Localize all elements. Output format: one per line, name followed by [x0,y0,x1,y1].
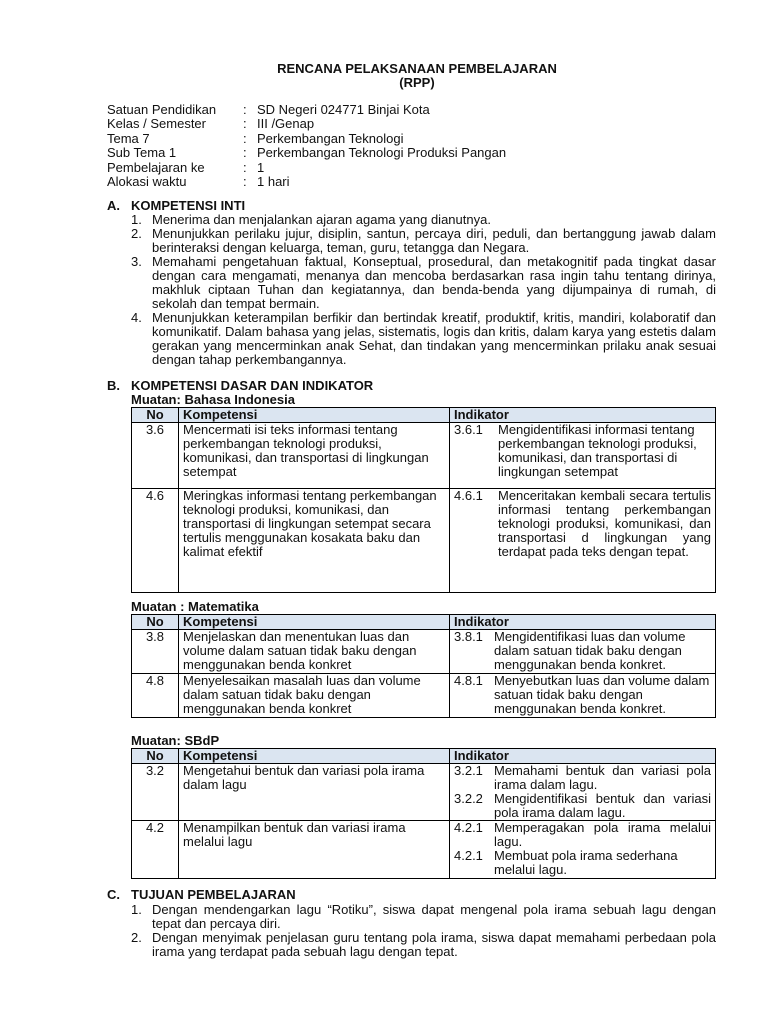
row-indikator [450,674,716,718]
indikator-item [454,792,711,820]
header-no: No [132,408,179,423]
indikator-text: Memperagakan pola irama melalui lagu. [494,820,711,849]
header-kompetensi: Kompetensi [179,749,450,764]
identity-colon: : [243,173,247,189]
list-text: Menerima dan menjalankan ajaran agama yang dianutnya. [152,212,491,227]
list-number: 2. [131,930,142,945]
indikator-text: Mengidentifikasi luas dan volume dalam satuan tidak baku dengan menggunakan benda konkret. [494,629,686,672]
header-no: No [132,615,179,630]
document-subtitle: (RPP) [399,75,435,90]
indikator-item [454,674,711,716]
row-kompetensi: Meringkas informasi tentang perkembangan teknologi produksi, komunikasi, dan transportasi di lingkungan setempat secara tertulis menggunakan kosakata baku dan kalimat efektif [179,489,450,593]
indikator-item [454,423,711,479]
table-header-row [132,408,716,423]
list-number: 1. [131,212,142,227]
identity-value: III /Genap [257,116,315,132]
muatan-bahasa-title: Muatan: Bahasa Indonesia [131,392,295,407]
identity-row-alokasi [107,175,506,189]
identity-row-subtema [107,146,506,160]
list-item [131,931,716,959]
identity-label: Tema 7 [107,130,150,146]
identity-value: 1 [257,159,265,175]
indikator-item [454,821,711,849]
kompetensi-inti-list [131,213,716,367]
list-text: Memahami pengetahuan faktual, Konseptual, prosedural, dan metakognitif pada tingkat dasar dengan cara mengamati, menanya dan mencoba berdasarkan rasa ingin tahu tentang dirinya, makhluk ciptaan Tuhan dan kegiatannya, dan benda-benda yang dijumpainya di rumah, di sekolah dan tempat bermain. [152,254,716,311]
header-kompetensi: Kompetensi [179,408,450,423]
list-item [131,903,716,931]
section-letter: C. [107,887,120,902]
identity-row-satuan [107,103,506,117]
row-no: 3.6 [132,423,179,489]
row-indikator [450,764,716,821]
header-indikator: Indikator [450,408,716,423]
section-letter: A. [107,198,120,213]
identity-label: Kelas / Semester [107,116,206,132]
identity-label: Satuan Pendidikan [107,102,217,117]
row-indikator [450,489,716,593]
row-indikator [450,821,716,879]
list-item [131,255,716,311]
row-no: 4.2 [132,821,179,879]
indikator-text: Mengidentifikasi bentuk dan variasi pola irama dalam lagu. [494,791,711,820]
row-kompetensi: Menampilkan bentuk dan variasi irama melalui lagu [179,821,450,879]
header-kompetensi: Kompetensi [179,615,450,630]
tujuan-list [131,903,716,959]
section-b-heading [107,379,373,393]
identity-colon: : [243,102,247,117]
indikator-item [454,764,711,792]
identity-block [107,103,506,189]
row-kompetensi: Menyelesaikan masalah luas dan volume dalam satuan tidak baku dengan menggunakan benda konkret [179,674,450,718]
indikator-text: Memahami bentuk dan variasi pola irama dalam lagu. [494,763,711,792]
header-indikator: Indikator [450,615,716,630]
muatan-sbdp-title: Muatan: SBdP [131,733,220,748]
list-number: 2. [131,226,142,241]
indikator-code: 4.2.1 [454,848,483,863]
indikator-item [454,849,711,877]
table-row [132,764,716,821]
row-no: 3.2 [132,764,179,821]
indikator-code: 4.6.1 [454,488,483,503]
identity-colon: : [243,159,247,175]
section-letter: B. [107,378,120,393]
list-item [131,311,716,367]
table-row [132,674,716,718]
indikator-item [454,489,711,559]
list-item [131,227,716,255]
list-number: 1. [131,902,142,917]
identity-colon: : [243,145,247,161]
identity-label: Alokasi waktu [107,173,187,189]
header-no: No [132,749,179,764]
table-row [132,423,716,489]
indikator-text: Membuat pola irama sederhana melalui lagu. [494,848,678,877]
matematika-table [131,614,716,718]
indikator-code: 3.2.2 [454,791,483,806]
indikator-code: 3.6.1 [454,422,483,437]
indikator-code: 4.8.1 [454,673,483,688]
table-header-row [132,749,716,764]
indikator-code: 3.2.1 [454,763,483,778]
identity-value: SD Negeri 024771 Binjai Kota [257,102,430,117]
section-c-heading [107,888,296,902]
row-no: 4.8 [132,674,179,718]
identity-label: Sub Tema 1 [107,145,177,161]
row-no: 4.6 [132,489,179,593]
row-no: 3.8 [132,630,179,674]
identity-row-kelas [107,117,506,131]
header-indikator: Indikator [450,749,716,764]
indikator-item [454,630,711,672]
document-title: RENCANA PELAKSANAAN PEMBELAJARAN [277,61,557,76]
sbdp-table [131,748,716,879]
identity-label: Pembelajaran ke [107,159,205,175]
row-kompetensi: Mengetahui bentuk dan variasi pola irama dalam lagu [179,764,450,821]
list-number: 3. [131,254,142,269]
list-text: Menunjukkan keterampilan berfikir dan bertindak kreatif, produktif, kritis, mandiri, kolaboratif dan komunikatif. Dalam bahasa yang jelas, sistematis, logis dan kritis, dalam karya yang estetis dalam gerakan yang mencerminkan anak Sehat, dan tindakan yang mencerminkan prilaku anak sesuai dengan tahap perkembangannya. [152,310,716,367]
identity-value: Perkembangan Teknologi [257,130,404,146]
list-text: Dengan mendengarkan lagu “Rotiku”, siswa dapat mengenal pola irama sebuah lagu dengan tepat dan percaya diri. [152,902,716,931]
indikator-text: Menyebutkan luas dan volume dalam satuan tidak baku dengan menggunakan benda konkret. [494,673,710,716]
muatan-matematika-title: Muatan : Matematika [131,599,259,614]
list-item [131,213,716,227]
list-text: Menunjukkan perilaku jujur, disiplin, santun, percaya diri, peduli, dan bertanggung jawab dalam berinteraksi dengan keluarga, teman, guru, tetangga dan Negara. [152,226,716,255]
bahasa-table [131,407,716,593]
section-title: KOMPETENSI INTI [131,198,246,213]
identity-row-tema [107,132,506,146]
identity-value: Perkembangan Teknologi Produksi Pangan [257,145,507,161]
list-number: 4. [131,310,142,325]
identity-value: 1 hari [257,173,290,189]
row-indikator [450,630,716,674]
table-header-row [132,615,716,630]
indikator-text: Mengidentifikasi informasi tentang perkembangan teknologi produksi, komunikasi, dan transportasi di lingkungan setempat [498,422,697,479]
section-title: TUJUAN PEMBELAJARAN [131,887,296,902]
indikator-code: 3.8.1 [454,629,483,644]
identity-colon: : [243,116,247,132]
row-kompetensi: Mencermati isi teks informasi tentang perkembangan teknologi produksi, komunikasi, dan transportasi di lingkungan setempat [179,423,450,489]
indikator-code: 4.2.1 [454,820,483,835]
section-title: KOMPETENSI DASAR DAN INDIKATOR [131,378,374,393]
identity-colon: : [243,130,247,146]
identity-row-pembelajaran [107,161,506,175]
table-row [132,630,716,674]
table-row [132,489,716,593]
list-text: Dengan menyimak penjelasan guru tentang pola irama, siswa dapat memahami perbedaan pola irama yang terdapat pada sebuah lagu dengan tepat. [152,930,716,959]
indikator-text: Menceritakan kembali secara tertulis informasi tentang perkembangan teknologi produksi, komunikasi, dan transportasi d lingkungan yang terdapat pada teks dengan tepat. [498,488,711,559]
table-row [132,821,716,879]
section-a-heading [107,199,245,213]
row-kompetensi: Menjelaskan dan menentukan luas dan volume dalam satuan tidak baku dengan menggunakan benda konkret [179,630,450,674]
row-indikator [450,423,716,489]
